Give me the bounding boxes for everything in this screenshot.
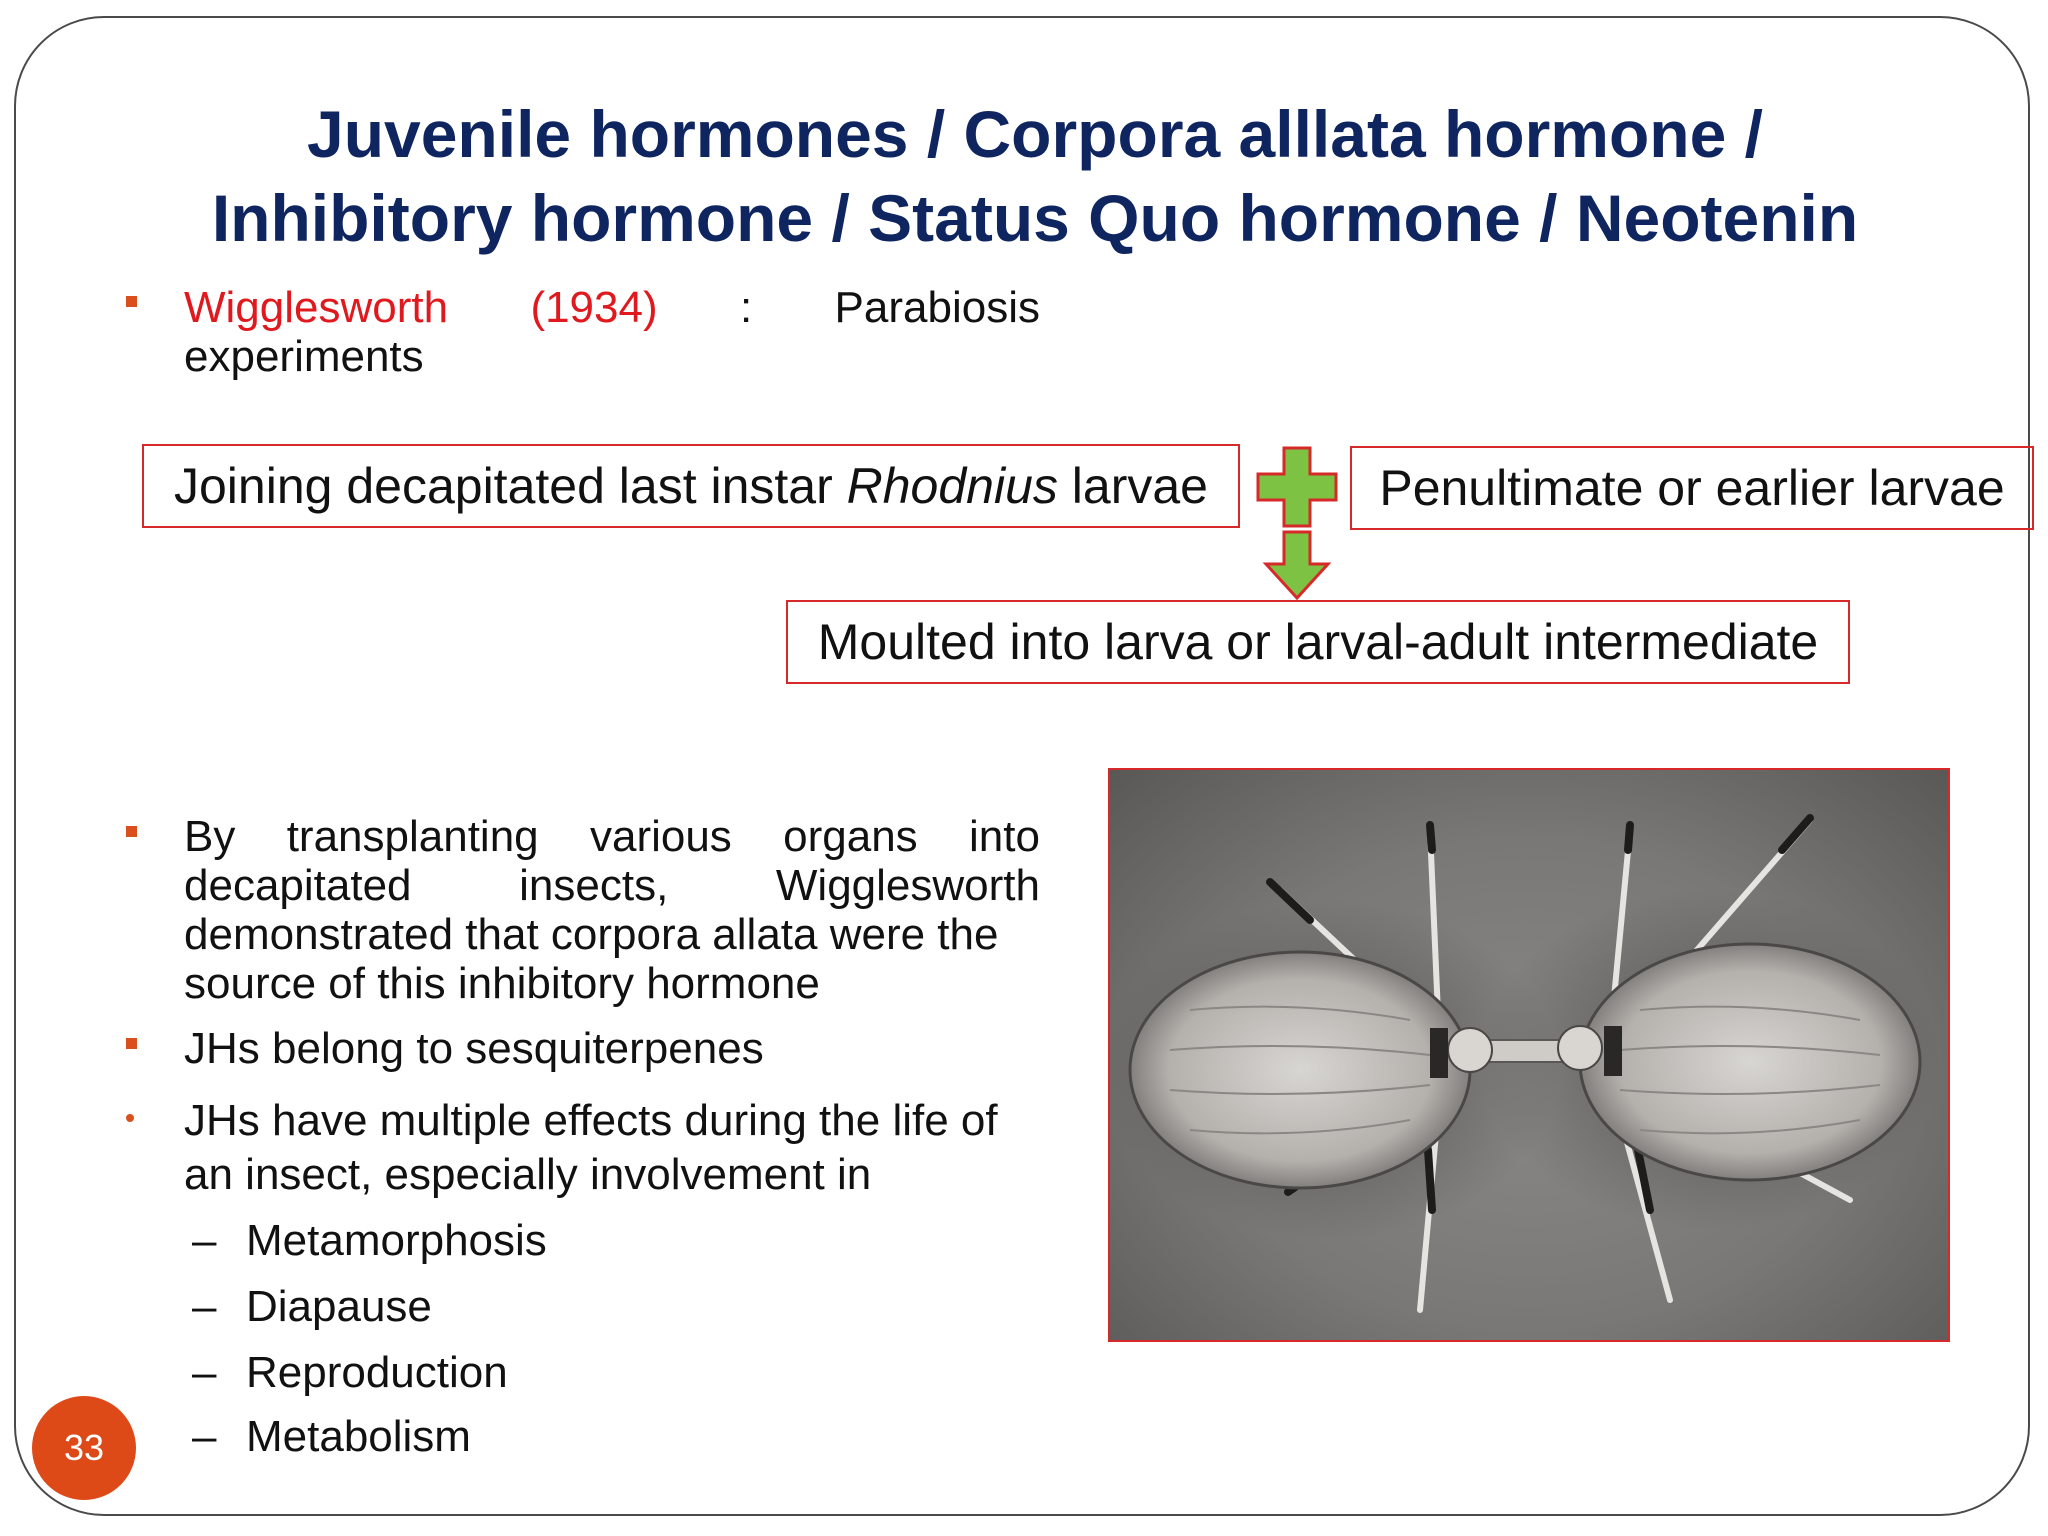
parabiosis-photo (1108, 768, 1950, 1342)
bullet4-line-1: JHs have multiple effects during the life of (184, 1096, 998, 1145)
box3-text: Moulted into larva or larval-adult intermediate (817, 614, 1819, 670)
bullet-multiple-effects (184, 1094, 998, 1202)
colon: : (739, 283, 753, 332)
word: By (184, 812, 236, 861)
sub-item: Reproduction (246, 1348, 508, 1397)
sub-item: Diapause (246, 1282, 432, 1331)
box1-text-post: larvae (1057, 458, 1208, 514)
slide-title (120, 92, 1950, 260)
topic: Parabiosis (834, 283, 1040, 332)
box2-text: Penultimate or earlier larvae (1379, 460, 2005, 516)
box1-text-pre: Joining decapitated last instar (174, 458, 847, 514)
dash-icon: – (192, 1216, 217, 1265)
bullet-transplanting (184, 812, 1040, 1008)
bullet-marker (126, 296, 137, 307)
dash-icon: – (192, 1282, 217, 1331)
bullet4-line-2: an insect, especially involvement in (184, 1150, 872, 1199)
bullet2-line-4: source of this inhibitory hormone (184, 959, 820, 1008)
year: (1934) (530, 283, 658, 332)
flow-box-penultimate-larvae (1350, 446, 2034, 530)
dash-icon: – (192, 1348, 217, 1397)
bullet-marker (126, 1038, 137, 1049)
bullet-marker (126, 1114, 134, 1122)
sub-item: Metamorphosis (246, 1216, 547, 1265)
flow-box-decapitated-larvae (142, 444, 1240, 528)
bullet-sesquiterpenes: JHs belong to sesquiterpenes (184, 1024, 764, 1073)
box1-text-italic: Rhodnius (846, 458, 1058, 514)
page-number-badge: 33 (32, 1396, 136, 1500)
word: into (969, 812, 1040, 861)
bullet2-line-1 (184, 812, 1040, 861)
dash-icon: – (192, 1412, 217, 1461)
word: organs (783, 812, 918, 861)
title-line-1: Juvenile hormones / Corpora alllata hormone / (307, 97, 1763, 171)
bullet-parabiosis (184, 283, 1040, 381)
word: decapitated (184, 861, 412, 910)
word: transplanting (286, 812, 539, 861)
word: Wigglesworth (775, 861, 1040, 910)
word: insects, (519, 861, 669, 910)
title-line-2: Inhibitory hormone / Status Quo hormone / Neotenin (211, 181, 1859, 255)
bullet-marker (126, 826, 137, 837)
green-down-arrow-icon (1262, 530, 1332, 600)
bullet2-line-3: demonstrated that corpora allata were the (184, 910, 999, 959)
word: various (589, 812, 732, 861)
bullet-line-2: experiments (184, 332, 424, 381)
sub-item: Metabolism (246, 1412, 471, 1461)
green-plus-icon (1256, 446, 1338, 528)
flow-box-moulted-result (786, 600, 1850, 684)
bullet2-line-2 (184, 861, 1040, 910)
author-name: Wigglesworth (184, 283, 449, 332)
